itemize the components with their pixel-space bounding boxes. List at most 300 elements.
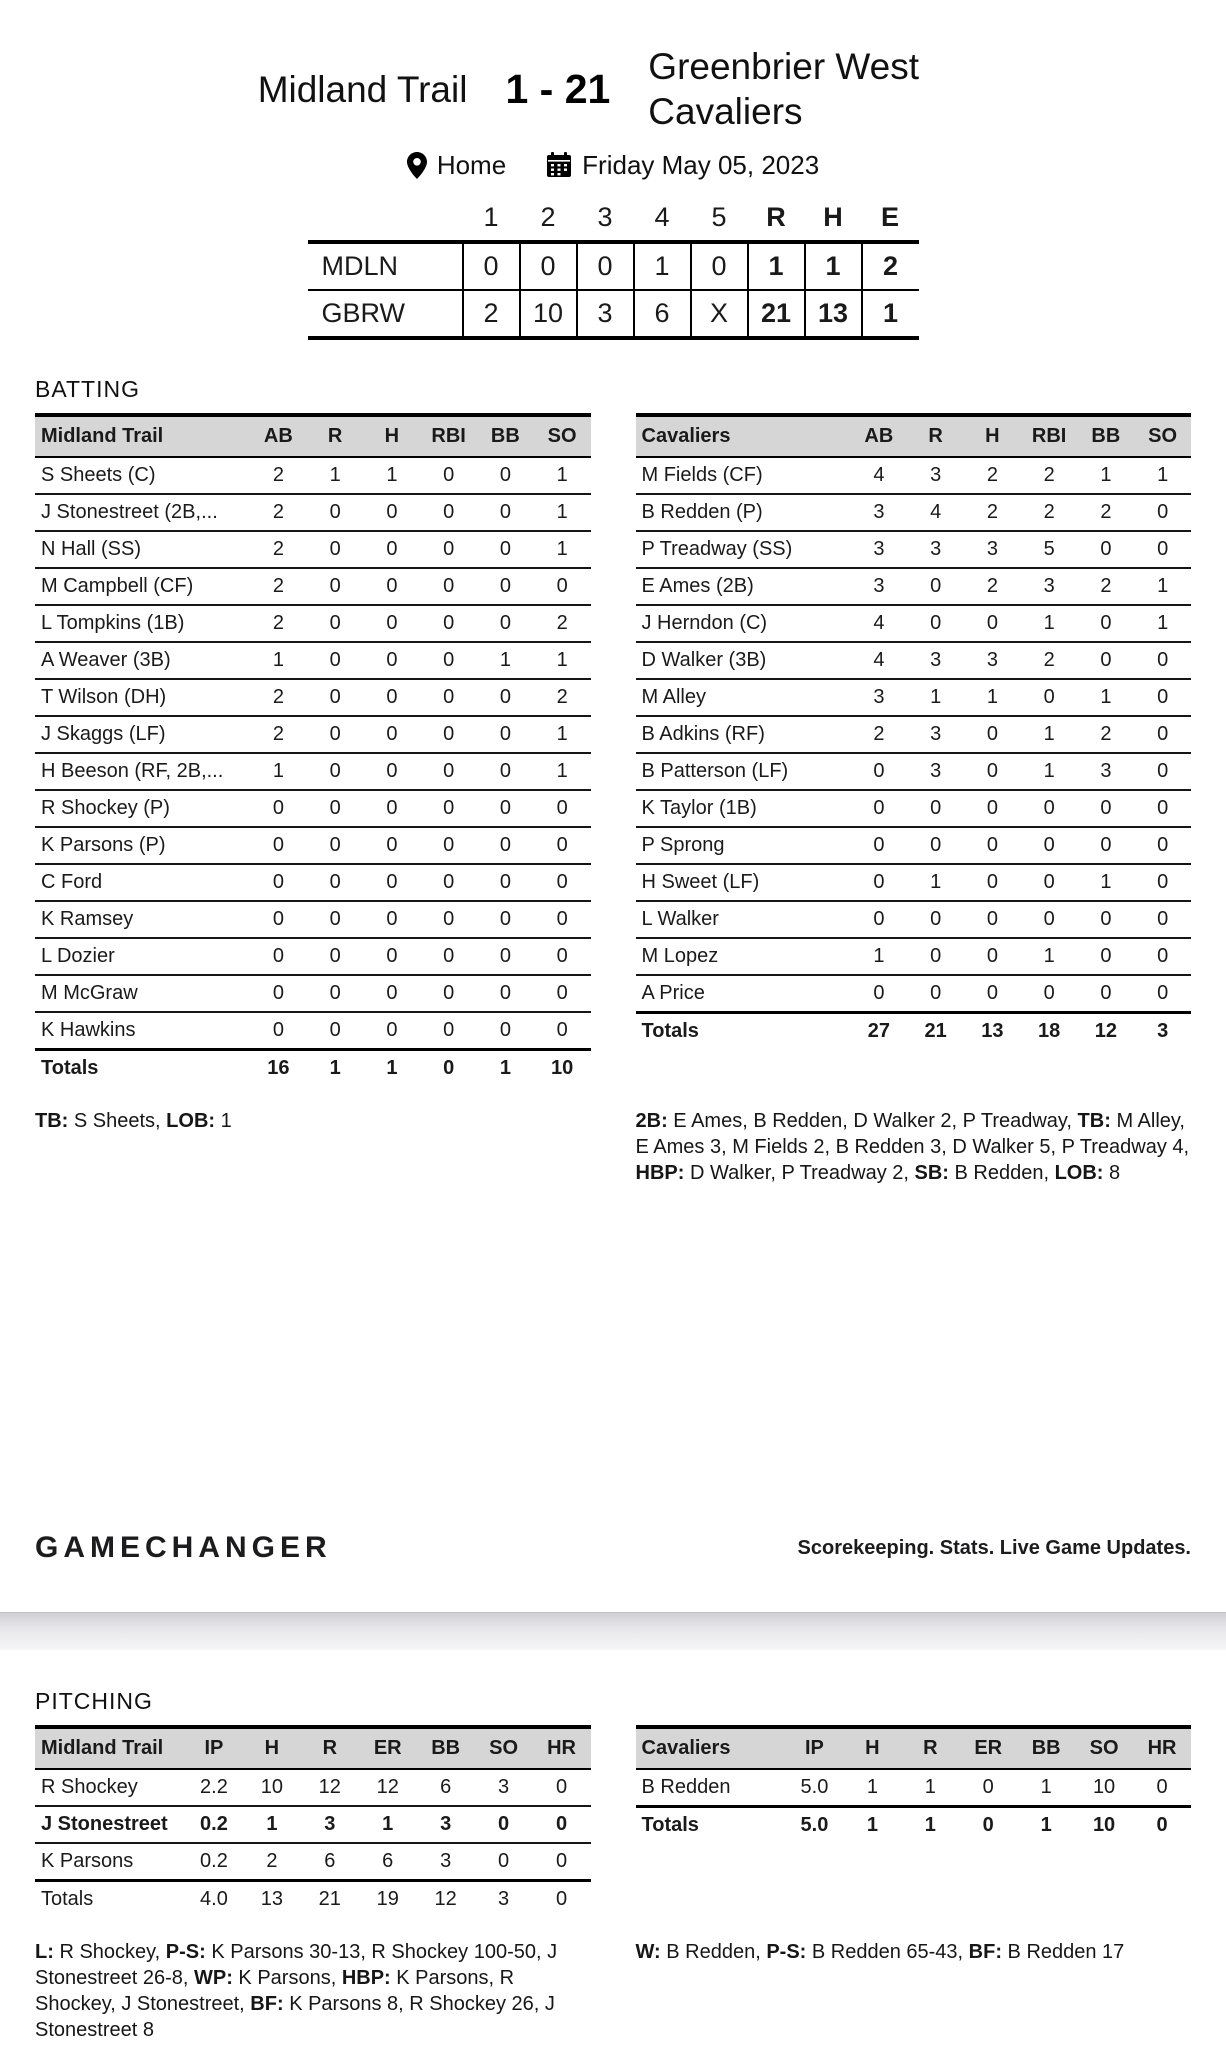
stat-cell: 2.2 <box>185 1769 243 1806</box>
column-header: SO <box>1075 1727 1133 1769</box>
stat-cell: 1 <box>307 457 364 494</box>
stat-cell: 0 <box>534 790 591 827</box>
column-header: H <box>843 1727 901 1769</box>
team-column-header: Midland Trail <box>35 415 250 457</box>
stat-cell: 0 <box>420 716 477 753</box>
player-name-cell: R Shockey (P) <box>35 790 250 827</box>
note-segment: HBP: <box>341 1967 397 1990</box>
stat-cell: 0 <box>1021 790 1078 827</box>
totals-label-cell: Totals <box>636 1806 786 1843</box>
note-segment: HBP: <box>635 1162 690 1185</box>
stat-cell: 0 <box>364 494 421 531</box>
stat-cell: 2 <box>1078 716 1135 753</box>
player-row <box>35 494 591 531</box>
stat-cell: 0 <box>1134 827 1191 864</box>
away-team-name: Midland Trail <box>257 68 468 110</box>
stat-cell: 0 <box>851 790 908 827</box>
totals-label-cell: Totals <box>636 1012 851 1049</box>
note-segment: B Redden 17 <box>1007 1941 1125 1964</box>
inning-cell: X <box>691 290 748 338</box>
stat-cell: 16 <box>250 1049 307 1086</box>
stat-cell: 0 <box>1021 679 1078 716</box>
totals-label-cell: Totals <box>35 1880 185 1917</box>
player-name-cell: M Fields (CF) <box>636 457 851 494</box>
stat-header-row <box>35 1727 591 1769</box>
stat-cell: 0 <box>420 1049 477 1086</box>
player-name-cell: B Redden (P) <box>636 494 851 531</box>
player-row <box>35 827 591 864</box>
stat-cell: 1 <box>907 679 964 716</box>
player-row <box>636 901 1192 938</box>
player-name-cell: K Hawkins <box>35 1012 250 1049</box>
stat-cell: 6 <box>359 1843 417 1880</box>
stat-cell: 0 <box>1134 864 1191 901</box>
column-header: HR <box>1133 1727 1191 1769</box>
player-name-cell: M Lopez <box>636 938 851 975</box>
stat-cell: 2 <box>250 494 307 531</box>
stat-cell: 0 <box>475 1843 533 1880</box>
stat-cell: 1 <box>534 753 591 790</box>
stat-cell: 0 <box>907 938 964 975</box>
stat-cell: 0 <box>307 494 364 531</box>
stat-cell: 0 <box>534 901 591 938</box>
player-name-cell: K Ramsey <box>35 901 250 938</box>
column-header: AB <box>250 415 307 457</box>
stat-body <box>636 457 1192 1049</box>
stat-cell: 18 <box>1021 1012 1078 1049</box>
column-header: BB <box>1078 415 1135 457</box>
inning-header: 2 <box>540 202 556 233</box>
stat-cell: 0 <box>420 864 477 901</box>
column-header: R <box>907 415 964 457</box>
home-team-name: Greenbrier West Cavaliers <box>648 46 920 133</box>
stat-cell: 0 <box>420 568 477 605</box>
stat-cell: 0 <box>477 1012 534 1049</box>
stat-cell: 0 <box>250 790 307 827</box>
stat-cell: 1 <box>364 457 421 494</box>
linescore-corner <box>308 202 463 242</box>
stat-cell: 3 <box>1078 753 1135 790</box>
stat-cell: 5 <box>1021 531 1078 568</box>
column-header: IP <box>786 1727 844 1769</box>
stat-cell: 0 <box>851 901 908 938</box>
rhe-cell: 1 <box>862 290 919 338</box>
note-segment: P-S: <box>766 1941 812 1964</box>
note-segment: 1 <box>220 1110 232 1133</box>
inning-header: 1 <box>483 202 499 233</box>
stat-cell: 0 <box>420 531 477 568</box>
rhe-cell: 2 <box>862 242 919 290</box>
linescore-row <box>308 290 919 338</box>
stat-cell: 0 <box>364 901 421 938</box>
stat-cell: 0 <box>477 938 534 975</box>
home-batting-notes <box>636 1108 1192 1186</box>
note-segment: TB: <box>1077 1110 1117 1133</box>
note-segment: BF: <box>968 1941 1008 1964</box>
stat-cell: 2 <box>250 716 307 753</box>
stat-cell: 1 <box>1134 605 1191 642</box>
stat-cell: 10 <box>1075 1769 1133 1806</box>
player-row <box>35 457 591 494</box>
totals-row <box>636 1012 1192 1049</box>
note-segment: B Redden, <box>954 1162 1055 1185</box>
inning-header: 5 <box>711 202 727 233</box>
stat-cell: 0 <box>477 827 534 864</box>
inning-cell: 2 <box>463 290 520 338</box>
stat-cell: 0.2 <box>185 1806 243 1843</box>
stat-cell: 1 <box>477 642 534 679</box>
stat-cell: 0 <box>1134 679 1191 716</box>
away-batting-notes <box>35 1108 591 1134</box>
player-row <box>35 1843 591 1880</box>
stat-cell: 0 <box>907 790 964 827</box>
stat-cell: 0 <box>420 901 477 938</box>
away-pitching-table <box>35 1725 591 1917</box>
stat-cell: 0 <box>250 975 307 1012</box>
stat-cell: 1 <box>1078 457 1135 494</box>
stat-cell: 0 <box>1078 938 1135 975</box>
stat-cell: 0 <box>477 716 534 753</box>
stat-cell: 0 <box>307 938 364 975</box>
player-row <box>35 642 591 679</box>
branding-bar <box>35 1528 1191 1568</box>
player-name-cell: J Stonestreet <box>35 1806 185 1843</box>
home-pitching-table <box>636 1725 1192 1843</box>
column-header: RBI <box>420 415 477 457</box>
stat-cell: 0 <box>851 753 908 790</box>
stat-cell: 0 <box>534 938 591 975</box>
stat-cell: 0 <box>1134 494 1191 531</box>
stat-cell: 0 <box>1134 531 1191 568</box>
stat-cell: 2 <box>964 494 1021 531</box>
stat-cell: 1 <box>1134 457 1191 494</box>
rhe-cell: 13 <box>805 290 862 338</box>
stat-cell: 3 <box>475 1769 533 1806</box>
stat-cell: 1 <box>964 679 1021 716</box>
note-segment: W: <box>635 1941 667 1964</box>
player-name-cell: J Stonestreet (2B,... <box>35 494 250 531</box>
stat-cell: 0 <box>364 642 421 679</box>
inning-cell: 6 <box>634 290 691 338</box>
column-header: H <box>964 415 1021 457</box>
inning-cell: 0 <box>577 242 634 290</box>
player-name-cell: B Redden <box>636 1769 786 1806</box>
stat-cell: 0 <box>420 642 477 679</box>
stat-cell: 2 <box>1021 642 1078 679</box>
stat-cell: 5.0 <box>786 1769 844 1806</box>
stat-cell: 0 <box>477 864 534 901</box>
stat-cell: 10 <box>1075 1806 1133 1843</box>
inning-header: 3 <box>597 202 613 233</box>
stat-cell: 0 <box>964 901 1021 938</box>
team-column-header: Cavaliers <box>636 1727 786 1769</box>
stat-cell: 0 <box>1078 827 1135 864</box>
stat-cell: 0 <box>420 938 477 975</box>
player-row <box>35 938 591 975</box>
stat-cell: 1 <box>1078 679 1135 716</box>
location-pin-icon <box>407 152 427 179</box>
stat-cell: 4 <box>851 457 908 494</box>
player-name-cell: M Alley <box>636 679 851 716</box>
player-name-cell: P Sprong <box>636 827 851 864</box>
stat-cell: 13 <box>964 1012 1021 1049</box>
player-row <box>636 975 1192 1012</box>
home-batting-table <box>636 413 1192 1049</box>
stat-cell: 3 <box>851 568 908 605</box>
player-row <box>636 568 1192 605</box>
stat-head <box>636 1727 1192 1769</box>
stat-cell: 1 <box>1021 716 1078 753</box>
stat-cell: 0 <box>1021 975 1078 1012</box>
player-name-cell: L Dozier <box>35 938 250 975</box>
stat-cell: 3 <box>907 753 964 790</box>
player-row <box>636 1769 1192 1806</box>
player-name-cell: S Sheets (C) <box>35 457 250 494</box>
stat-cell: 0 <box>364 790 421 827</box>
inning-cell: 3 <box>577 290 634 338</box>
player-row <box>35 531 591 568</box>
player-row <box>636 494 1192 531</box>
stat-head <box>636 415 1192 457</box>
stat-cell: 0 <box>1134 901 1191 938</box>
pitching-section-title: PITCHING <box>35 1688 153 1715</box>
stat-cell: 0 <box>307 790 364 827</box>
stat-cell: 0 <box>1133 1769 1191 1806</box>
stat-cell: 0 <box>534 568 591 605</box>
player-name-cell: T Wilson (DH) <box>35 679 250 716</box>
stat-cell: 2 <box>1078 494 1135 531</box>
stat-cell: 0 <box>907 975 964 1012</box>
stat-cell: 2 <box>534 605 591 642</box>
totals-label-cell: Totals <box>35 1049 250 1086</box>
stat-cell: 1 <box>359 1806 417 1843</box>
stat-head <box>35 1727 591 1769</box>
stat-cell: 1 <box>534 457 591 494</box>
player-name-cell: K Parsons <box>35 1843 185 1880</box>
inning-header: H <box>823 202 843 233</box>
note-segment: LOB: <box>166 1110 221 1133</box>
player-name-cell: C Ford <box>35 864 250 901</box>
game-location: Home <box>436 149 507 180</box>
column-header: SO <box>475 1727 533 1769</box>
stat-cell: 0 <box>851 864 908 901</box>
column-header: ER <box>359 1727 417 1769</box>
note-segment: BF: <box>250 1993 290 2016</box>
stat-cell: 0 <box>364 1012 421 1049</box>
stat-cell: 0 <box>307 531 364 568</box>
player-name-cell: D Walker (3B) <box>636 642 851 679</box>
stat-cell: 0 <box>1134 753 1191 790</box>
stat-cell: 1 <box>534 531 591 568</box>
player-row <box>35 568 591 605</box>
stat-cell: 0 <box>307 642 364 679</box>
home-pitching-notes <box>636 1939 1192 1965</box>
note-segment: K Parsons 8, R Shockey 26, J Stonestreet 8 <box>35 1993 555 2042</box>
stat-cell: 2 <box>1021 457 1078 494</box>
stat-cell: 0 <box>477 494 534 531</box>
column-header: R <box>901 1727 959 1769</box>
stat-cell: 0 <box>964 975 1021 1012</box>
stat-cell: 0 <box>1134 716 1191 753</box>
player-name-cell: B Patterson (LF) <box>636 753 851 790</box>
stat-cell: 3 <box>907 457 964 494</box>
stat-cell: 1 <box>307 1049 364 1086</box>
stat-cell: 2 <box>250 679 307 716</box>
note-segment: K Parsons, <box>238 1967 342 1990</box>
column-header: R <box>301 1727 359 1769</box>
stat-cell: 0 <box>477 531 534 568</box>
note-segment: LOB: <box>1054 1162 1109 1185</box>
team-abbr-cell: GBRW <box>321 298 406 329</box>
stat-cell: 0 <box>907 568 964 605</box>
totals-row <box>636 1806 1192 1843</box>
stat-cell: 0 <box>534 975 591 1012</box>
player-name-cell: J Skaggs (LF) <box>35 716 250 753</box>
stat-cell: 1 <box>534 642 591 679</box>
stat-cell: 0 <box>477 568 534 605</box>
player-row <box>35 901 591 938</box>
team-column-header: Cavaliers <box>636 415 851 457</box>
stat-cell: 0 <box>1134 790 1191 827</box>
totals-row <box>35 1880 591 1917</box>
stat-cell: 12 <box>359 1769 417 1806</box>
stat-cell: 0 <box>307 975 364 1012</box>
game-meta <box>0 148 1226 182</box>
inning-cell: 10 <box>520 290 577 338</box>
player-name-cell: B Adkins (RF) <box>636 716 851 753</box>
stat-cell: 3 <box>851 679 908 716</box>
stat-cell: 0 <box>475 1806 533 1843</box>
stat-cell: 0 <box>250 864 307 901</box>
stat-cell: 2 <box>250 531 307 568</box>
player-row <box>35 716 591 753</box>
inning-cell: 0 <box>520 242 577 290</box>
player-row <box>636 716 1192 753</box>
stat-cell: 0 <box>534 864 591 901</box>
player-row <box>35 1012 591 1049</box>
note-segment: K Parsons, R Shockey, J Stonestreet, <box>35 1967 515 2016</box>
stat-cell: 4 <box>907 494 964 531</box>
stat-cell: 2 <box>250 605 307 642</box>
player-name-cell: H Sweet (LF) <box>636 864 851 901</box>
stat-cell: 0 <box>364 716 421 753</box>
column-header: AB <box>851 415 908 457</box>
stat-cell: 0 <box>250 827 307 864</box>
stat-cell: 3 <box>964 531 1021 568</box>
stat-cell: 1 <box>364 1049 421 1086</box>
stat-cell: 0 <box>364 568 421 605</box>
stat-cell: 0 <box>364 864 421 901</box>
stat-cell: 3 <box>964 642 1021 679</box>
away-batting-table <box>35 413 591 1086</box>
stat-cell: 0 <box>907 605 964 642</box>
stat-cell: 0 <box>964 827 1021 864</box>
stat-cell: 0 <box>533 1843 591 1880</box>
page-separator <box>0 1612 1226 1650</box>
stat-cell: 1 <box>1078 864 1135 901</box>
stat-cell: 0 <box>307 864 364 901</box>
column-header: ER <box>959 1727 1017 1769</box>
column-header: BB <box>417 1727 475 1769</box>
stat-body <box>35 457 591 1086</box>
stat-cell: 0 <box>534 1012 591 1049</box>
stat-cell: 0 <box>533 1880 591 1917</box>
stat-cell: 5.0 <box>786 1806 844 1843</box>
inning-cell: 0 <box>691 242 748 290</box>
player-name-cell: A Weaver (3B) <box>35 642 250 679</box>
game-header <box>0 44 1226 134</box>
stat-cell: 27 <box>851 1012 908 1049</box>
stat-cell: 0 <box>851 975 908 1012</box>
player-row <box>636 864 1192 901</box>
player-row <box>35 1769 591 1806</box>
stat-cell: 0 <box>364 753 421 790</box>
note-segment: SB: <box>914 1162 955 1185</box>
stat-cell: 1 <box>1017 1769 1075 1806</box>
stat-cell: 0 <box>420 753 477 790</box>
stat-cell: 0 <box>1021 864 1078 901</box>
stat-cell: 0 <box>477 753 534 790</box>
stat-cell: 0 <box>364 679 421 716</box>
player-name-cell: R Shockey <box>35 1769 185 1806</box>
column-header: R <box>307 415 364 457</box>
game-location-item <box>407 150 506 181</box>
stat-cell: 1 <box>243 1806 301 1843</box>
stat-cell: 4 <box>851 642 908 679</box>
stat-cell: 12 <box>301 1769 359 1806</box>
stat-cell: 1 <box>1021 605 1078 642</box>
stat-cell: 0 <box>307 901 364 938</box>
stat-cell: 0 <box>1078 901 1135 938</box>
inning-cell: 0 <box>463 242 520 290</box>
stat-cell: 1 <box>851 938 908 975</box>
stat-cell: 0 <box>851 827 908 864</box>
stat-cell: 3 <box>907 531 964 568</box>
player-row <box>636 679 1192 716</box>
stat-cell: 1 <box>534 494 591 531</box>
game-date: Friday May 05, 2023 <box>582 149 820 180</box>
stat-cell: 3 <box>301 1806 359 1843</box>
column-header: IP <box>185 1727 243 1769</box>
stat-cell: 3 <box>417 1843 475 1880</box>
stat-cell: 0 <box>1134 975 1191 1012</box>
stat-cell: 0 <box>250 1012 307 1049</box>
note-segment: R Shockey, <box>59 1941 166 1964</box>
stat-cell: 0 <box>1078 975 1135 1012</box>
pitching-tables <box>35 1725 1191 2063</box>
stat-cell: 0 <box>420 790 477 827</box>
team-abbr-cell: MDLN <box>321 251 399 282</box>
stat-cell: 0 <box>907 827 964 864</box>
stat-cell: 0 <box>964 864 1021 901</box>
note-segment: M Alley, E Ames 3, M Fields 2, B Redden 3, D Walker 5, P Treadway 4, <box>635 1110 1190 1159</box>
stat-cell: 1 <box>534 716 591 753</box>
stat-cell: 1 <box>901 1769 959 1806</box>
note-segment: 8 <box>1109 1162 1121 1185</box>
stat-cell: 0 <box>1134 938 1191 975</box>
stat-header-row <box>35 415 591 457</box>
column-header: HR <box>533 1727 591 1769</box>
gamechanger-logo: GAMECHANGER <box>35 1531 332 1565</box>
column-header: BB <box>477 415 534 457</box>
stat-cell: 21 <box>907 1012 964 1049</box>
column-header: BB <box>1017 1727 1075 1769</box>
stat-body <box>636 1769 1192 1843</box>
stat-cell: 1 <box>907 864 964 901</box>
stat-cell: 1 <box>1021 938 1078 975</box>
note-segment: L: <box>35 1941 60 1964</box>
stat-cell: 0 <box>1078 605 1135 642</box>
